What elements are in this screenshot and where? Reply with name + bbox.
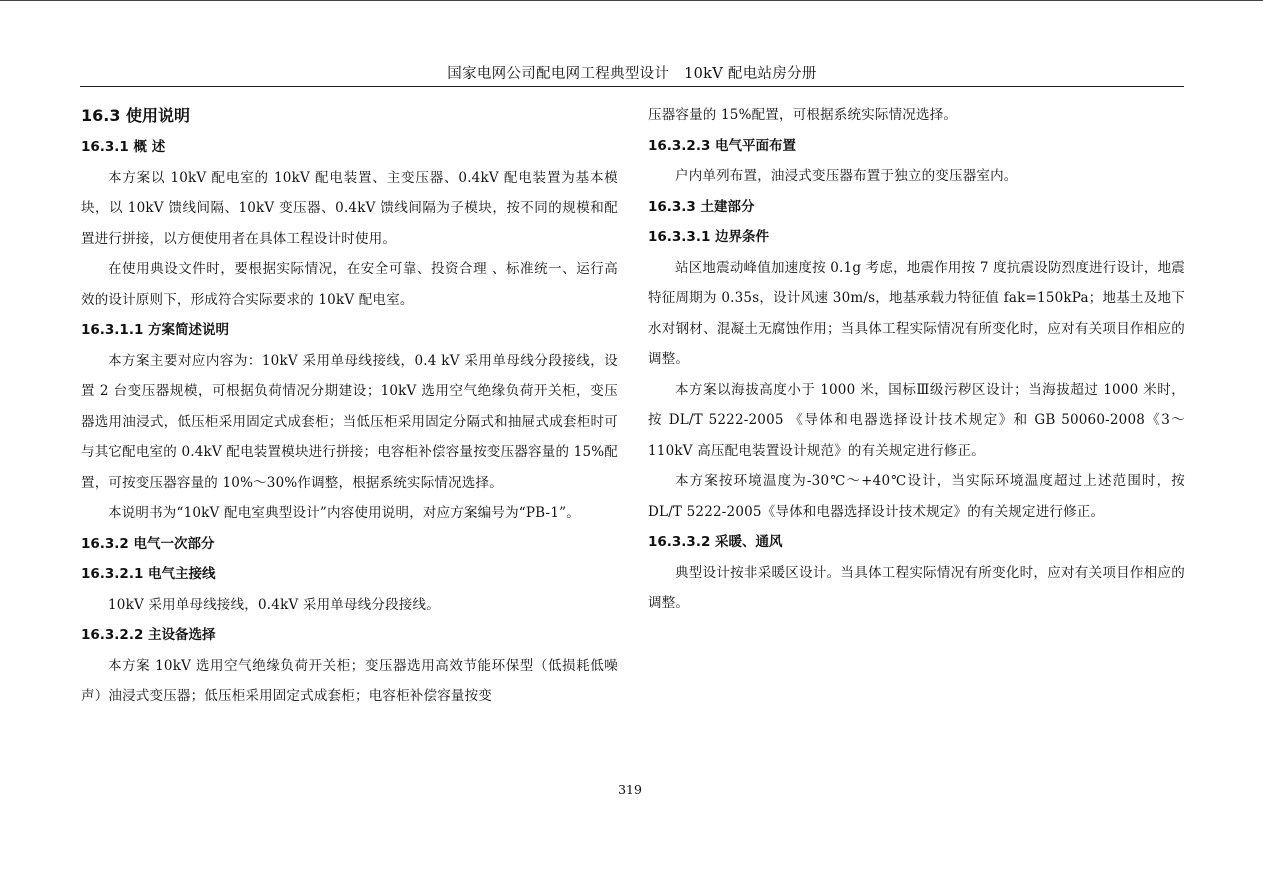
page-header: 国家电网公司配电网工程典型设计 10kV 配电站房分册 [447,66,817,82]
heading-layout: 16.3.2.3 电气平面布置 [648,137,797,154]
paragraph-boundary-3: 本方案按环境温度为-30℃～+40℃设计，当实际环境温度超过上述范围时，按 DL/T 5222-2005《导体和电器选择设计技术规定》的有关规定进行修正。 [648,473,1185,520]
paragraph-scheme-2: 本说明书为“10kV 配电室典型设计”内容使用说明，对应方案编号为“PB-1”。 [108,505,580,521]
section-title: 16.3 使用说明 [81,106,191,125]
paragraph-boundary-2: 本方案以海拔高度小于 1000 米，国标Ⅲ级污秽区设计；当海拔超过 1000 米时，按 DL/T 5222-2005 《导体和电器选择设计技术规定》和 GB 50060-2008《3～110kV 高压配电装置设计规范》的有关规定进行修正。 [648,381,1185,459]
top-rule [0,0,1263,1]
page-number: 319 [618,782,642,797]
heading-main-equipment: 16.3.2.2 主设备选择 [81,627,216,643]
paragraph-main-equipment: 本方案 10kV 选用空气绝缘负荷开关柜；变压器选用高效节能环保型（低损耗低噪声）油浸式变压器；低压柜采用固定式成套柜；电容柜补偿容量按变 [81,657,618,704]
heading-electrical-primary: 16.3.2 电气一次部分 [81,535,215,552]
heading-overview: 16.3.1 概 述 [81,139,166,155]
paragraph-layout: 户内单列布置，油浸式变压器布置于独立的变压器室内。 [675,168,1018,184]
paragraph-boundary-1: 站区地震动峰值加速度按 0.1g 考虑，地震作用按 7 度抗震设防烈度进行设计，地震特征周期为 0.35s，设计风速 30m/s，地基承载力特征值 fak=150kPa；地基土及地下水对钢材、混凝土无腐蚀作用；当具体工程实际情况有所变化时，应对有关项目作相应的调整。 [648,259,1185,367]
paragraph-continued: 压器容量的 15%配置，可根据系统实际情况选择。 [648,107,958,123]
paragraph-scheme-1: 本方案主要对应内容为：10kV 采用单母线接线，0.4 kV 采用单母线分段接线，设置 2 台变压器规模，可根据负荷情况分期建设；10kV 选用空气绝缘负荷开关柜，变压器选用油浸式，低压柜采用固定式成套柜；当低压柜采用固定分隔式和抽屉式成套柜时可与其它配电室的 0.4kV 配电装置模块进行拼接；电容柜补偿容量按变压器容量的 15%配置，可按变压器容量的 10%～30%作调整，根据系统实际情况选择。 [81,352,618,491]
heading-civil: 16.3.3 土建部分 [648,198,755,215]
paragraph-overview-2: 在使用典设文件时，要根据实际情况，在安全可靠、投资合理 、标准统一、运行高效的设计原则下，形成符合实际要求的 10kV 配电室。 [81,261,618,308]
right-column [648,100,1185,619]
heading-heating: 16.3.3.2 采暖、通风 [648,534,783,550]
paragraph-main-wiring: 10kV 采用单母线接线，0.4kV 采用单母线分段接线。 [108,596,440,613]
left-column [81,100,618,712]
header-rule [80,86,1184,87]
heading-boundary: 16.3.3.1 边界条件 [648,229,770,245]
heading-main-wiring: 16.3.2.1 电气主接线 [81,566,216,582]
paragraph-heating: 典型设计按非采暖区设计。当具体工程实际情况有所变化时，应对有关项目作相应的调整。 [648,564,1185,611]
paragraph-overview-1: 本方案以 10kV 配电室的 10kV 配电装置、主变压器、0.4kV 配电装置为基本模块，以 10kV 馈线间隔、10kV 变压器、0.4kV 馈线间隔为子模块，按不同的规模和配置进行拼接，以方便使用者在具体工程设计时使用。 [81,169,618,247]
heading-scheme-description: 16.3.1.1 方案简述说明 [81,322,230,338]
